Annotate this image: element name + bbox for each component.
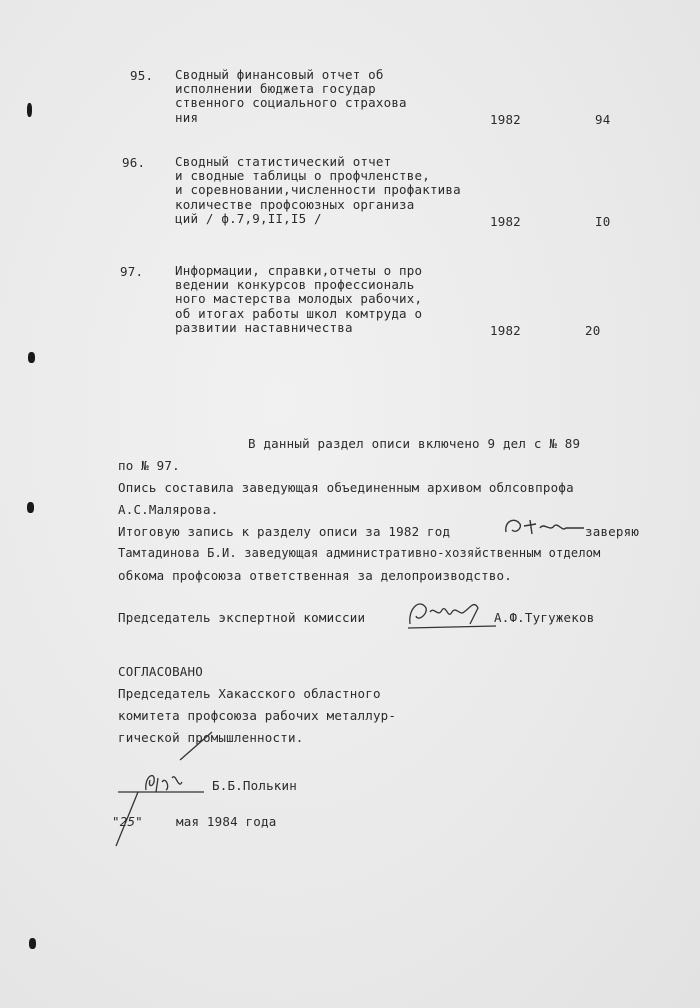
approval-heading: СОГЛАСОВАНО [118,664,203,679]
entry-line: исполнении бюджета государ [175,81,376,97]
commission-chair-name: А.Ф.Тугужеков [494,610,595,625]
summary-responsible-role: обкома профсоюза ответственная за делопроизводство. [118,568,513,583]
summary-responsible: Тамтадинова Б.И. заведующая административно-хозяйственным отделом [118,546,601,560]
summary-range-end: по № 97. [118,458,180,473]
approval-line-1: Председатель Хакасского областного [118,686,381,701]
summary-included-count: В данный раздел описи включено 9 дел с № 89 [248,436,581,451]
entry-sheet-count: I0 [595,214,611,229]
punch-hole [29,938,36,949]
approval-signer-name: Б.Б.Полькин [212,778,297,793]
entry-line: количестве профсоюзных организа [175,196,415,212]
entry-description [175,264,505,335]
approval-signature [108,720,218,850]
entry-description [175,155,505,226]
entry-number: 97. [120,264,144,279]
entry-number: 95. [130,68,154,83]
handwritten-signature [500,512,590,540]
entry-year: 1982 [490,112,521,127]
entry-line: и сводные таблицы о профчленстве, [175,168,430,184]
entry-line: ведении конкурсов профессиональ [175,277,415,293]
entry-line: и соревновании,численности профактива [175,182,461,198]
approval-line-3: гической промышленности. [118,730,304,745]
entry-line: Сводный статистический отчет [175,154,392,169]
entry-line: Информации, справки,отчеты о про [175,263,423,278]
entry-line: ния [175,109,199,125]
commission-signature [400,594,500,632]
approval-date-rest: мая 1984 года [176,814,277,829]
entry-line: Сводный финансовый отчет об [175,67,384,82]
entry-year: 1982 [490,323,521,338]
summary-compiler-name: А.С.Малярова. [118,502,219,517]
entry-sheet-count: 94 [595,112,611,127]
summary-compiler: Опись составила заведующая объединенным архивом облсовпрофа [118,480,574,495]
approval-line-2: комитета профсоюза рабочих металлур- [118,708,397,723]
entry-year: 1982 [490,214,521,229]
punch-hole [27,103,32,117]
entry-line: об итогах работы школ комтруда о [175,305,423,321]
entry-number: 96. [122,155,146,170]
entry-line: ственного социального страхова [175,95,407,111]
approval-date-day: "25" [112,814,143,829]
entry-line: ного мастерства молодых рабочих, [175,291,423,307]
entry-line: развитии наставничества [175,319,353,335]
entry-line: ций / ф.7,9,II,I5 / [175,210,322,226]
commission-chair-label: Председатель экспертной комиссии [118,610,366,625]
entry-sheet-count: 20 [585,323,601,338]
entry-description [175,68,505,125]
summary-certification: Итоговую запись к разделу описи за 1982 год [118,524,451,539]
punch-hole [28,352,35,363]
summary-certify-word: заверяю [585,524,640,539]
punch-hole [27,502,34,513]
